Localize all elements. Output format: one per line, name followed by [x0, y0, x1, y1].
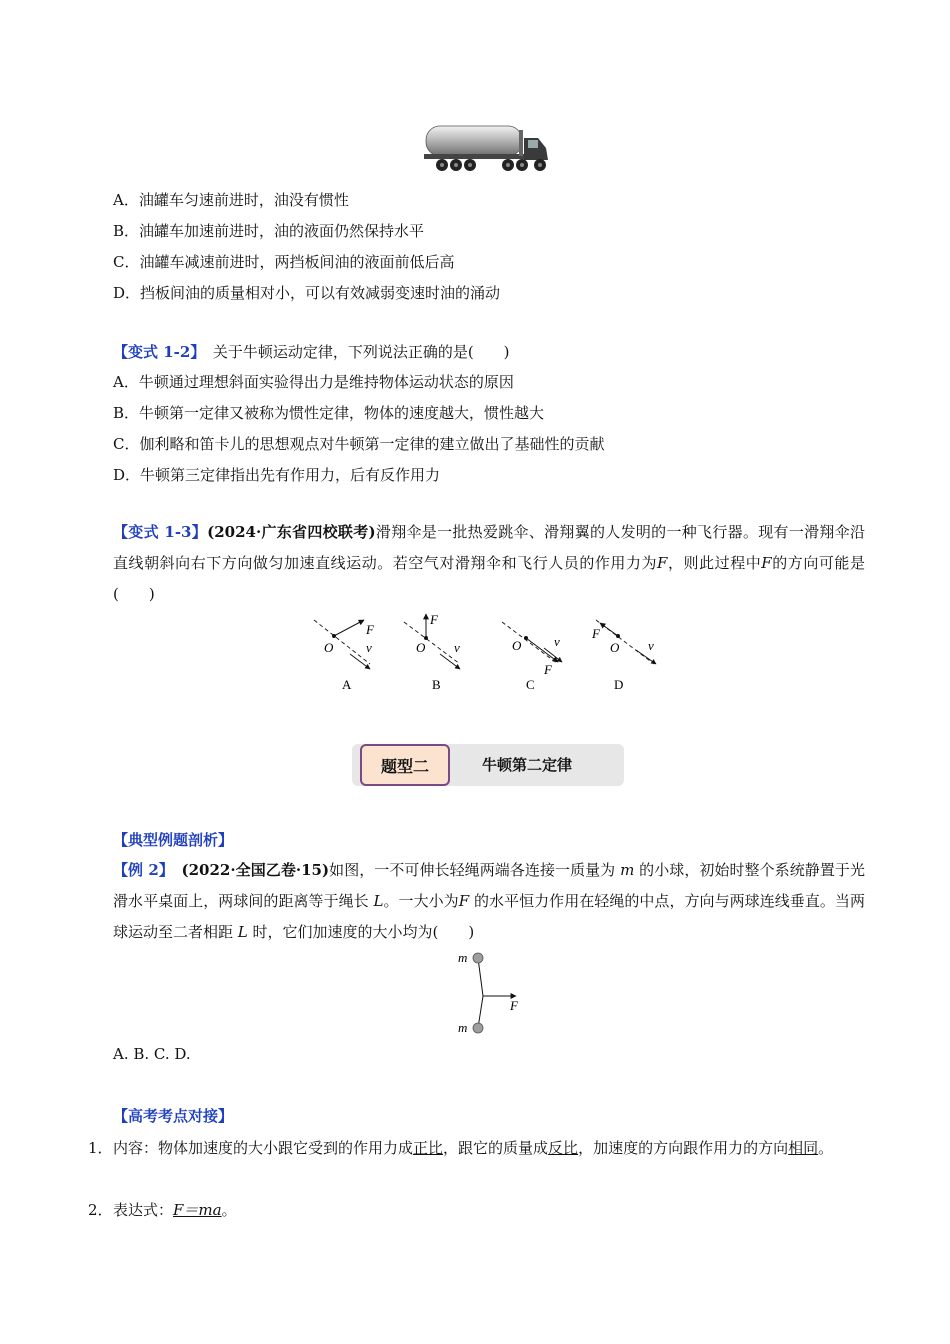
gaokao-item1-num: 1．	[88, 1139, 113, 1157]
q1-2-stem-text: 关于牛顿运动定律，下列说法正确的是( )	[197, 343, 510, 361]
q1-3-stem-b: ，则此过程中	[667, 554, 762, 572]
gaokao-item1-b: ，跟它的质量成	[443, 1139, 549, 1157]
diagram-c	[502, 622, 562, 692]
gaokao-item1	[113, 1133, 865, 1164]
example-2-s2: 的小球，初始时整个系统静置于光滑水平桌面上，两球间的距离等于绳长	[113, 861, 865, 910]
gaokao-item2-a: 表达式：	[113, 1201, 174, 1219]
diagram-b-o: O	[416, 640, 426, 655]
gaokao-item1-c: ，加速度的方向跟作用力的方向	[578, 1139, 789, 1157]
gaokao-item1-d: 。	[818, 1139, 834, 1157]
example-section-tag-text: 【典型例题剖析】	[113, 831, 234, 849]
diagram-d-label: D	[614, 677, 624, 692]
q1-3-tag: 【变式 1-3】	[113, 523, 208, 541]
fig-m-top: m	[458, 950, 468, 965]
diagram-a-v: v	[366, 640, 372, 655]
diagram-c-f: F	[544, 662, 552, 677]
diagram-d-v: v	[648, 638, 654, 653]
example-2-mass-symbol: m	[620, 861, 635, 879]
example-section-tag	[113, 830, 233, 850]
fig-m-bottom: m	[458, 1020, 468, 1035]
gaokao-tag-text: 【高考考点对接】	[113, 1107, 234, 1125]
q1-2-option-c: C．伽利略和笛卡儿的思想观点对牛顿第一定律的建立做出了基础性的贡献	[113, 435, 605, 453]
fig-f: F	[510, 998, 518, 1013]
diagram-a	[314, 620, 375, 692]
diagram-d-o: O	[610, 640, 620, 655]
gaokao-item2-formula: F＝ma	[173, 1201, 222, 1219]
diagram-c-v: v	[554, 634, 560, 649]
example-2-source: (2022·全国乙卷·15)	[181, 861, 330, 879]
q1-2-option-b: B．牛顿第一定律又被称为惯性定律，物体的速度越大，惯性越大	[113, 404, 545, 422]
q1-3-stem-c: 的方向可能是( )	[113, 554, 865, 603]
q1-3-diagrams	[300, 612, 680, 696]
example-2-s3: 。一大小为	[383, 892, 459, 910]
gaokao-item2-num: 2．	[88, 1201, 113, 1219]
q1-2-stem	[113, 342, 510, 362]
diagram-b-label: B	[432, 677, 441, 692]
diagram-b-v: v	[454, 640, 460, 655]
diagram-c-label: C	[526, 677, 535, 692]
gaokao-item1-answer-1: 正比	[413, 1139, 444, 1157]
q1-1-option-a: A．油罐车匀速前进时，油没有惯性	[113, 191, 349, 209]
diagram-b	[404, 612, 460, 692]
gaokao-item1-answer-2: 反比	[548, 1139, 579, 1157]
q1-1-option-c: C．油罐车减速前进时，两挡板间油的液面前低后高	[113, 253, 455, 271]
diagram-b-f: F	[430, 612, 438, 627]
diagram-c-o: O	[512, 638, 522, 653]
example-2-s1: 如图，一不可伸长轻绳两端各连接一质量为	[329, 861, 616, 879]
example-2-tag: 【例 2】	[113, 861, 167, 879]
diagram-d-f: F	[592, 626, 600, 641]
gaokao-tag	[113, 1106, 233, 1126]
example-2-force-symbol: F	[458, 892, 470, 910]
ball-bottom	[473, 1023, 483, 1033]
gaokao-item2-b: 。	[221, 1201, 237, 1219]
example-2-length-symbol: L	[373, 892, 384, 910]
gaokao-item1-answer-3: 相同	[788, 1139, 819, 1157]
section-banner-box: 题型二	[360, 744, 450, 786]
q1-3-force-symbol: F	[657, 554, 668, 572]
example-2-s5: 时，它们加速度的大小均为( )	[252, 923, 475, 941]
diagram-a-f: F	[366, 622, 374, 637]
tanker-truck-image	[420, 120, 555, 178]
q1-1-option-b: B．油罐车加速前进时，油的液面仍然保持水平	[113, 222, 425, 240]
example-2-answers: A. B. C. D.	[113, 1045, 191, 1063]
example-2-length-symbol: L	[237, 923, 248, 941]
diagram-a-o: O	[324, 640, 334, 655]
q1-1-option-d: D．挡板间油的质量相对小，可以有效减弱变速时油的涌动	[113, 284, 501, 302]
q1-3-stem-a: 滑翔伞是一批热爱跳伞、滑翔翼的人发明的一种飞行器。现有一滑翔伞沿直线朝斜向右下方向做匀加速直线运动。若空气对滑翔伞和飞行人员的作用力为	[113, 523, 865, 572]
q1-3-force-symbol: F	[761, 554, 772, 572]
ball-top	[473, 953, 483, 963]
q1-2-option-d: D．牛顿第三定律指出先有作用力，后有反作用力	[113, 466, 441, 484]
q1-2-tag: 【变式 1-2】	[113, 343, 198, 361]
q1-3-source: (2024·广东省四校联考)	[207, 523, 376, 541]
q1-3-stem	[113, 517, 865, 610]
gaokao-item2	[113, 1195, 865, 1226]
example-2-stem	[113, 855, 865, 948]
example-2-s4: 的水平恒力作用在轻绳的中点，方向与两球连线垂直。当两球运动至二者相距	[113, 892, 865, 941]
diagram-d	[591, 620, 656, 692]
section-banner-title: 牛顿第二定律	[482, 756, 573, 774]
q1-2-option-a: A．牛顿通过理想斜面实验得出力是维持物体运动状态的原因	[113, 373, 514, 391]
gaokao-item1-a: 内容：物体加速度的大小跟它受到的作用力成	[113, 1139, 414, 1157]
diagram-a-label: A	[342, 677, 352, 692]
example-2-figure	[450, 948, 530, 1038]
